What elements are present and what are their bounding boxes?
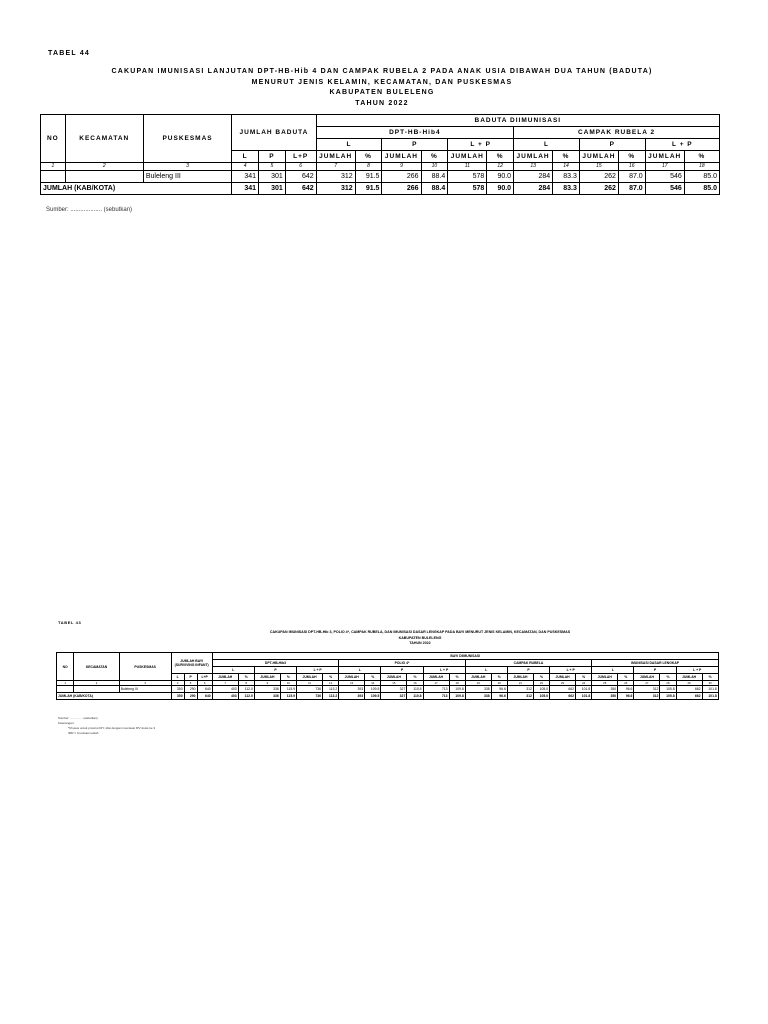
dpt-lp-header: L + P [448, 139, 514, 151]
baduta-p-header: P [259, 151, 286, 163]
pct-header: % [449, 674, 465, 681]
column-number: 18 [449, 681, 465, 686]
column-number: 3 [119, 681, 171, 686]
table-cell [74, 686, 119, 693]
jumlah-header: JUMLAH [634, 674, 660, 681]
column-number: 16 [407, 681, 423, 686]
total-cell: 266 [382, 183, 421, 195]
table-cell: 578 [448, 171, 487, 183]
bayi-l-header: L [171, 674, 184, 681]
total-cell: 546 [645, 183, 684, 195]
column-number: 1 [57, 681, 74, 686]
column-number: 24 [576, 681, 592, 686]
pct-header: % [238, 674, 254, 681]
table-cell: 90.0 [487, 171, 514, 183]
column-number: 17 [645, 163, 684, 171]
jumlah-header: JUMLAH [297, 674, 323, 681]
column-number: 14 [553, 163, 580, 171]
table-43 [56, 652, 719, 700]
surviving-infant-label: (SURVIVING INFANT) [174, 663, 209, 667]
jumlah-baduta-header: JUMLAH BADUTA [232, 115, 316, 151]
jumlah-header: JUMLAH [448, 151, 487, 163]
sex-header: P [381, 667, 423, 674]
table-cell: 284 [514, 171, 553, 183]
table-cell: 290 [184, 686, 197, 693]
column-number: 10 [280, 681, 296, 686]
table-cell: 101.8 [576, 686, 592, 693]
total-cell: 350 [171, 693, 184, 700]
column-number: 13 [514, 163, 553, 171]
table-cell: 662 [676, 686, 702, 693]
column-number: 18 [684, 163, 719, 171]
immunization-group-header: CAMPAK RUBELA [465, 660, 592, 667]
pct-header: % [618, 151, 645, 163]
pct-header: % [576, 674, 592, 681]
column-number: 11 [448, 163, 487, 171]
total-row [41, 183, 720, 195]
sex-header: L + P [297, 667, 339, 674]
jumlah-header: JUMLAH [382, 151, 421, 163]
column-number: 29 [676, 681, 702, 686]
column-number: 19 [465, 681, 491, 686]
jumlah-header: JUMLAH [592, 674, 618, 681]
total-label: JUMLAH (KAB/KOTA) [41, 183, 232, 195]
column-number: 27 [634, 681, 660, 686]
table-cell: 112.0 [238, 686, 254, 693]
column-number: 6 [285, 163, 316, 171]
col-kecamatan-header: KECAMATAN [65, 115, 143, 163]
column-number: 12 [487, 163, 514, 171]
jumlah-header: JUMLAH [465, 674, 491, 681]
table-cell: 301 [259, 171, 286, 183]
total-cell: 109.5 [365, 693, 381, 700]
total-cell: 736 [297, 693, 323, 700]
pct-header: % [323, 674, 339, 681]
jumlah-bayi-label: JUMLAH BAYI [180, 659, 204, 663]
dpt-l-header: L [316, 139, 382, 151]
total-cell: 713 [423, 693, 449, 700]
table-row [41, 171, 720, 183]
total-cell: 662 [550, 693, 576, 700]
table-44-label: TABEL 44 [48, 50, 91, 57]
column-number: 3 [143, 163, 231, 171]
column-number: 26 [618, 681, 634, 686]
column-number: 10 [421, 163, 448, 171]
table-43-title: CAKUPAN IMUNISASI DPT-HB-Hib 3, POLIO 4*, CAMPAK RUBELA, DAN IMUNISASI DASAR LENGKAP PADA BAYI MENURUT JENIS KELAMIN, KECAMATAN, DAN PUSKESMAS [269, 630, 571, 634]
pct-header: % [684, 151, 719, 163]
table-cell: 113.2 [323, 686, 339, 693]
table-cell: 101.8 [702, 686, 718, 693]
sex-header: L [465, 667, 507, 674]
table-cell: 327 [381, 686, 407, 693]
column-number: 15 [381, 681, 407, 686]
baduta-diimunisasi-header: BADUTA DIIMUNISASI [316, 115, 719, 127]
table-cell: 110.8 [407, 686, 423, 693]
table-cell: 312 [634, 686, 660, 693]
table-cell: 336 [254, 686, 280, 693]
column-number: 4 [171, 681, 184, 686]
table-cell: 87.0 [618, 171, 645, 183]
campak-p-header: P [579, 139, 645, 151]
column-number: 11 [297, 681, 323, 686]
pct-header: % [280, 674, 296, 681]
total-cell: 96.6 [618, 693, 634, 700]
table-cell [65, 171, 143, 183]
total-cell: 110.8 [407, 693, 423, 700]
total-cell: 338 [465, 693, 491, 700]
table-cell [57, 686, 74, 693]
puskesmas-cell: Buleleng III [119, 686, 171, 693]
column-number: 9 [254, 681, 280, 686]
campak-lp-header: L + P [645, 139, 719, 151]
campak-l-header: L [514, 139, 580, 151]
baduta-l-header: L [232, 151, 259, 163]
column-number: 12 [323, 681, 339, 686]
column-number: 15 [579, 163, 618, 171]
table-cell: 546 [645, 171, 684, 183]
column-number: 30 [702, 681, 718, 686]
total-cell: 115.9 [280, 693, 296, 700]
column-number: 4 [232, 163, 259, 171]
column-number: 2 [74, 681, 119, 686]
total-cell: 640 [197, 693, 212, 700]
total-cell: 109.8 [449, 693, 465, 700]
sex-header: L + P [550, 667, 592, 674]
puskesmas-cell: Buleleng III [143, 171, 231, 183]
sex-header: L [212, 667, 254, 674]
column-number: 17 [423, 681, 449, 686]
jumlah-header: JUMLAH [381, 674, 407, 681]
total-cell: 90.0 [487, 183, 514, 195]
table-cell: 350 [171, 686, 184, 693]
total-cell: 312 [316, 183, 355, 195]
total-cell: 101.8 [576, 693, 592, 700]
column-number: 9 [382, 163, 421, 171]
table-cell: 312 [507, 686, 533, 693]
table-cell: 96.6 [491, 686, 507, 693]
jumlah-header: JUMLAH [514, 151, 553, 163]
total-cell: 284 [514, 183, 553, 195]
column-number: 25 [592, 681, 618, 686]
total-cell: 327 [381, 693, 407, 700]
table-43-label: TABEL 43 [58, 620, 82, 625]
total-cell: 83.3 [553, 183, 580, 195]
table-cell: 262 [579, 171, 618, 183]
column-number: 22 [533, 681, 549, 686]
table-cell: 105.8 [660, 686, 676, 693]
total-cell: 88.4 [421, 183, 448, 195]
column-number: 5 [259, 163, 286, 171]
total-cell: 96.6 [491, 693, 507, 700]
pct-header: % [491, 674, 507, 681]
bayi-diimunisasi-header: BAYI DIIMUNISASI [212, 653, 718, 660]
pct-header: % [660, 674, 676, 681]
total-cell: 662 [676, 693, 702, 700]
sex-header: L [592, 667, 634, 674]
sex-header: P [634, 667, 676, 674]
column-number: 1 [41, 163, 66, 171]
table-cell [41, 171, 66, 183]
pct-header: % [618, 674, 634, 681]
immunization-group-header: POLIO 4* [339, 660, 466, 667]
sex-header: L + P [423, 667, 465, 674]
pct-header: % [421, 151, 448, 163]
table-43-year: TAHUN 2022 [409, 641, 431, 645]
total-cell: 112.0 [238, 693, 254, 700]
total-cell: 312 [507, 693, 533, 700]
table-cell: 662 [550, 686, 576, 693]
table-43-region: KABUPATEN BULELENG [398, 635, 442, 640]
table-cell: 312 [316, 171, 355, 183]
table-cell: 83.3 [553, 171, 580, 183]
sex-header: P [507, 667, 549, 674]
column-number: 8 [238, 681, 254, 686]
table-cell: 341 [232, 171, 259, 183]
table-cell: 96.6 [618, 686, 634, 693]
pct-header: % [355, 151, 382, 163]
column-number: 14 [365, 681, 381, 686]
total-cell: 341 [232, 183, 259, 195]
total-cell: 393 [339, 693, 365, 700]
table-44-year: TAHUN 2022 [355, 99, 409, 107]
table-cell: 85.0 [684, 171, 719, 183]
col-puskesmas-header: PUSKESMAS [143, 115, 231, 163]
total-cell: 301 [259, 183, 286, 195]
total-cell: 290 [184, 693, 197, 700]
total-cell: 85.0 [684, 183, 719, 195]
table-cell: 736 [297, 686, 323, 693]
jumlah-header: JUMLAH [423, 674, 449, 681]
table-cell: 338 [465, 686, 491, 693]
column-number: 2 [65, 163, 143, 171]
dpt-header: DPT-HB-Hib4 [316, 127, 513, 139]
column-number: 5 [184, 681, 197, 686]
column-number-row [41, 163, 720, 171]
jumlah-header: JUMLAH [212, 674, 238, 681]
baduta-lp-header: L+P [285, 151, 316, 163]
table-cell: 642 [285, 171, 316, 183]
jumlah-header: JUMLAH [579, 151, 618, 163]
col-no-header: NO [57, 653, 74, 681]
pct-header: % [702, 674, 718, 681]
table-cell: 91.5 [355, 171, 382, 183]
column-number: 7 [316, 163, 355, 171]
pct-header: % [553, 151, 580, 163]
table-cell: 393 [339, 686, 365, 693]
total-cell: 642 [285, 183, 316, 195]
table-44 [40, 114, 720, 195]
pct-header: % [365, 674, 381, 681]
jumlah-header: JUMLAH [550, 674, 576, 681]
total-cell: 578 [448, 183, 487, 195]
table-44-region: KABUPATEN BULELENG [329, 89, 435, 96]
table-44-source: Sumber: ................... (sebutkan) [46, 207, 133, 213]
column-number: 28 [660, 681, 676, 686]
table-44-title: CAKUPAN IMUNISASI LANJUTAN DPT-HB-Hib 4 DAN CAMPAK RUBELA 2 PADA ANAK USIA DIBAWAH DUA TAHUN (BADUTA) [111, 68, 653, 75]
jumlah-header: JUMLAH [676, 674, 702, 681]
column-number: 21 [507, 681, 533, 686]
table-cell: 266 [382, 171, 421, 183]
pct-header: % [407, 674, 423, 681]
immunization-group-header: IMUNISASI DASAR LENGKAP [592, 660, 719, 667]
table-cell: 105.0 [533, 686, 549, 693]
jumlah-header: JUMLAH [645, 151, 684, 163]
sex-header: L + P [676, 667, 718, 674]
column-number: 8 [355, 163, 382, 171]
jumlah-header: JUMLAH [254, 674, 280, 681]
sex-header: L [339, 667, 381, 674]
column-number: 23 [550, 681, 576, 686]
total-cell: 336 [254, 693, 280, 700]
immunization-group-header: DPT-HB-Hib3 [212, 660, 339, 667]
total-label: JUMLAH (KAB/KOTA) [57, 693, 172, 700]
total-cell: 105.0 [533, 693, 549, 700]
total-cell: 312 [634, 693, 660, 700]
col-kecamatan-header: KECAMATAN [74, 653, 119, 681]
total-row [57, 693, 719, 700]
total-cell: 262 [579, 183, 618, 195]
column-number: 7 [212, 681, 238, 686]
total-cell: 105.8 [660, 693, 676, 700]
jumlah-header: JUMLAH [507, 674, 533, 681]
table-cell: 713 [423, 686, 449, 693]
total-cell: 91.5 [355, 183, 382, 195]
table-row [57, 686, 719, 693]
table-44-subtitle: MENURUT JENIS KELAMIN, KECAMATAN, DAN PUSKESMAS [251, 78, 513, 86]
table-cell: 350 [592, 686, 618, 693]
col-no-header: NO [41, 115, 66, 163]
pct-header: % [487, 151, 514, 163]
table-cell: 109.8 [449, 686, 465, 693]
table-43-notes-heading: Keterangan: [58, 721, 75, 725]
column-number: 16 [618, 163, 645, 171]
total-cell: 403 [212, 693, 238, 700]
table-cell: 403 [212, 686, 238, 693]
jumlah-header: JUMLAH [339, 674, 365, 681]
table-cell: 88.4 [421, 171, 448, 183]
column-number: 13 [339, 681, 365, 686]
table-43-notes [58, 716, 155, 736]
table-cell: 640 [197, 686, 212, 693]
total-cell: 87.0 [618, 183, 645, 195]
table-cell: 109.5 [365, 686, 381, 693]
table-43-note: IMR = imunisasi sudah [68, 731, 99, 735]
total-cell: 101.8 [702, 693, 718, 700]
col-puskesmas-header: PUSKESMAS [119, 653, 171, 681]
campak-header: CAMPAK RUBELA 2 [514, 127, 720, 139]
table-cell: 115.9 [280, 686, 296, 693]
table-44-title-block [40, 67, 724, 109]
bayi-lp-header: L+P [197, 674, 212, 681]
sex-header: P [254, 667, 296, 674]
bayi-p-header: P [184, 674, 197, 681]
pct-header: % [533, 674, 549, 681]
jumlah-bayi-header [171, 653, 212, 674]
column-number: 20 [491, 681, 507, 686]
table-43-title-block [140, 630, 700, 647]
column-number: 6 [197, 681, 212, 686]
total-cell: 113.2 [323, 693, 339, 700]
total-cell: 350 [592, 693, 618, 700]
jumlah-header: JUMLAH [316, 151, 355, 163]
dpt-p-header: P [382, 139, 448, 151]
table-43-source: Sumber: ............... (sebutkan) [58, 716, 98, 720]
table-43-note: *Khusus untuk provinsi DIY, diisi dengan imunisasi IPV dosis ke 3 [68, 726, 155, 730]
